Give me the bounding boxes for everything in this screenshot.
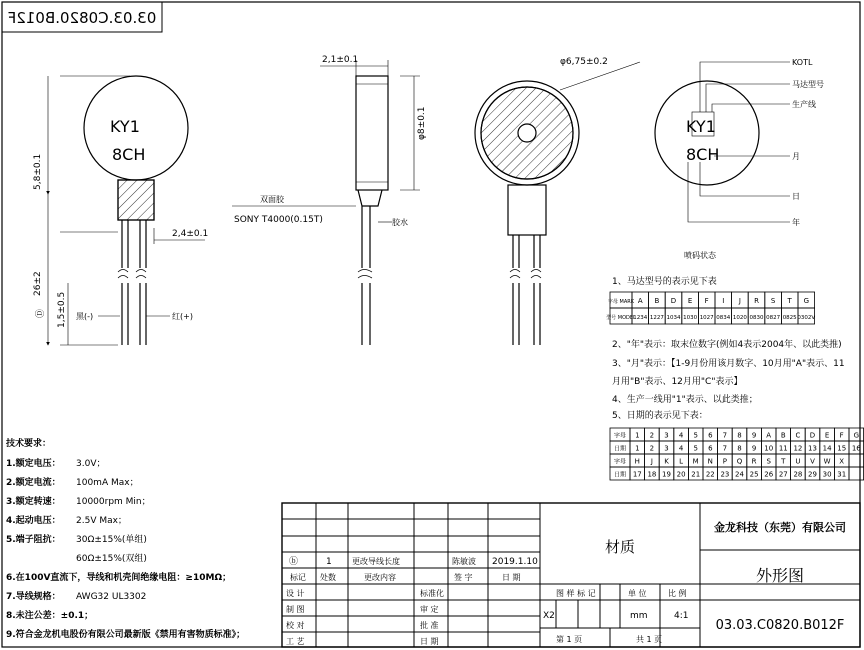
date-cell: 6: [708, 431, 713, 440]
tape-label: 双面胶: [260, 195, 284, 204]
mark-label-3: 月: [792, 152, 800, 161]
date-cell: 13: [808, 444, 817, 453]
date-table: [610, 428, 864, 480]
date-cell: B: [780, 431, 786, 440]
rev-date: 2019.1.10: [492, 557, 538, 567]
tech-requirements: [5, 437, 245, 640]
mark-label-0: KOTL: [792, 58, 813, 67]
date-cell: 7: [722, 431, 728, 440]
date-cell: 17: [632, 470, 642, 479]
tech-l3-value: 10000rpm Min；: [76, 497, 151, 507]
model-letter: T: [787, 297, 792, 305]
date-cell: M: [692, 457, 699, 466]
tech-l2-value: 100mA Max；: [76, 478, 139, 488]
date-cell: G: [853, 431, 860, 440]
date-cell: 24: [735, 470, 744, 479]
date-cell: 29: [808, 470, 817, 479]
tech-l9: 9.符合金龙机电股份有限公司最新版《禁用有害物质标准》；: [6, 630, 246, 640]
model-letter: B: [654, 297, 660, 305]
model-value: 1234: [633, 315, 648, 321]
model-value: 0302V: [797, 315, 816, 321]
model-value: 1227: [649, 315, 664, 321]
date-cell: X: [839, 457, 845, 466]
title-block-text: [286, 520, 846, 646]
date-cell: 23: [720, 470, 730, 479]
dim-diameter: φ8±0.1: [417, 106, 427, 140]
date-cell: 8: [737, 444, 742, 453]
tech-title: 技术要求：: [6, 439, 52, 449]
tb-drawing-name: 外形图: [755, 566, 805, 585]
rev-content: 更改导线长度: [352, 557, 400, 566]
date-cell: 1: [635, 444, 640, 453]
date-cell: C: [795, 431, 801, 440]
date-cell: H: [634, 457, 640, 466]
pos-label: 红(+): [172, 312, 193, 321]
date-cell: 1: [635, 431, 640, 440]
date-cell: 31: [837, 470, 847, 479]
dim-circle: Ⓓ: [36, 308, 46, 318]
mark-label-4: 日: [792, 192, 800, 201]
date-cell: A: [766, 431, 772, 440]
tech-l5-value: 30Ω±15%(单组): [76, 535, 147, 545]
note-1: 1、马达型号的表示见下表: [612, 277, 717, 287]
date-cell: Q: [736, 457, 743, 466]
date-cell: 15: [837, 444, 847, 453]
date-cell: 3: [664, 444, 669, 453]
date-cell: 10: [764, 444, 774, 453]
mirrored-number: 03.03.C0820.B012F: [7, 9, 157, 27]
date-cell: 11: [778, 444, 788, 453]
date-cell: 20: [676, 470, 686, 479]
note-4: 4、生产一线用"1"表示、以此类推；: [612, 395, 758, 405]
rev-qty: 1: [326, 557, 332, 567]
note-3a: 3、"月"表示：【1-9月份用该月数字、10月用"A"表示、11: [612, 359, 845, 369]
tech-l4-value: 2.5V Max；: [76, 516, 127, 526]
tb-review: 审 定: [420, 605, 439, 614]
model-value: 1030: [683, 315, 698, 321]
tb-standard: 标准化: [420, 589, 444, 598]
tb-h-unit: 单 位: [628, 589, 647, 598]
dim-outer: φ6,75±0.2: [560, 57, 608, 67]
date-cell: 12: [793, 444, 803, 453]
model-table: [606, 292, 815, 324]
model-value: 0830: [749, 315, 764, 321]
tech-l5-value2: 60Ω±15%(双组): [76, 554, 147, 564]
date-cell: 16: [851, 444, 861, 453]
marking-line2: 8CH: [686, 145, 720, 164]
tb-date: 日 期: [420, 637, 439, 646]
h-sign: 签 字: [454, 573, 473, 582]
tech-l7-value: AWG32 UL3302: [76, 592, 147, 602]
tb-unit-val: mm: [630, 611, 648, 621]
date-cell: 6: [708, 444, 713, 453]
date-cell: 18: [647, 470, 657, 479]
tb-approve: 批 准: [420, 621, 439, 630]
date-cell: D: [809, 431, 816, 440]
mark-label-2: 生产线: [792, 100, 816, 109]
glue-label: 胶水: [392, 218, 408, 227]
model-letter: I: [722, 297, 725, 305]
tb-material: 材质: [604, 538, 636, 556]
tech-l2-label: 2.额定电流：: [6, 478, 61, 488]
tech-l8: 8.未注公差：±0.1；: [6, 611, 94, 621]
date-cell: E: [824, 431, 830, 440]
tb-h-fig: 图 样 标 记: [556, 589, 596, 598]
date-cell: 21: [691, 470, 701, 479]
dim-height: 5,8±0.1: [33, 153, 43, 190]
date-cell: 日期: [613, 445, 627, 453]
model-letter: A: [637, 297, 643, 305]
rev-person: 陈敏波: [452, 557, 476, 566]
date-cell: 22: [705, 470, 715, 479]
date-cell: 19: [662, 470, 671, 479]
model-head-mark: 字母 MARK: [607, 299, 635, 305]
note-3b: 月用"B"表示、12月用"C"表示】: [612, 377, 743, 387]
dim-wire: 26±2: [33, 271, 43, 296]
front-mark-line1: KY1: [110, 117, 140, 136]
date-cell: 4: [678, 444, 684, 453]
marking-line1: KY1: [686, 117, 716, 136]
date-cell: 字母: [613, 458, 627, 466]
tb-design: 设 计: [286, 589, 305, 598]
mark-label-5: 年: [792, 218, 800, 227]
tb-h-scale: 比 例: [668, 589, 687, 598]
date-cell: P: [722, 457, 728, 466]
tb-fig-val: X2: [543, 611, 555, 621]
date-cell: 27: [778, 470, 788, 479]
mark-label-1: 马达型号: [792, 80, 824, 89]
note-5: 5、日期的表示见下表：: [612, 411, 708, 421]
tb-sheet-total: 共 1 页: [636, 635, 663, 644]
tech-l3-label: 3.额定转速：: [6, 497, 61, 507]
model-value: 0834: [716, 315, 731, 321]
note-2: 2、"年"表示：取末位数字(例如4表示2004年、以此类推): [612, 340, 842, 350]
model-value: 0825: [782, 315, 797, 321]
date-cell: J: [650, 457, 653, 466]
date-cell: 2: [649, 444, 655, 453]
tb-scale-val: 4:1: [674, 611, 689, 621]
model-value: 1034: [666, 315, 681, 321]
tech-l6: 6.在100V直流下，导线和机壳间绝缘电阻：≥10MΩ；: [6, 573, 232, 583]
tb-sheet-cnt: 第 1 页: [556, 635, 583, 644]
model-letter: F: [704, 297, 709, 305]
model-letter: G: [803, 297, 810, 305]
tb-drawing-number: 03.03.C0820.B012F: [715, 618, 845, 633]
tb-check: 校 对: [286, 621, 305, 630]
model-value: 1020: [732, 315, 747, 321]
dim-strip: 1,5±0.5: [57, 291, 67, 328]
h-date: 日 期: [502, 573, 521, 582]
dim-thickness: 2,1±0.1: [322, 55, 359, 65]
date-cell: S: [766, 457, 771, 466]
tb-company: 金龙科技（东莞）有限公司: [714, 521, 846, 534]
date-cell: V: [810, 457, 815, 466]
date-cell: 字母: [613, 432, 627, 440]
tech-l5-label: 5.端子阻抗：: [6, 535, 61, 545]
h-qty: 处数: [320, 573, 336, 582]
date-cell: U: [795, 457, 801, 466]
date-cell: 5: [693, 444, 698, 453]
tech-l1-value: 3.0V；: [76, 459, 106, 469]
date-cell: R: [751, 457, 757, 466]
tech-l4-label: 4.起动电压：: [6, 516, 61, 526]
marking-view: [655, 62, 790, 222]
marking-title: 喷码状态: [684, 251, 716, 260]
tape-spec: SONY T4000(0.15T): [234, 215, 323, 225]
date-cell: W: [823, 457, 831, 466]
mirrored-number-box: [2, 2, 162, 32]
date-cell: 4: [678, 431, 684, 440]
neg-label: 黑(-): [76, 312, 94, 321]
model-value: 0827: [766, 315, 781, 321]
date-cell: L: [679, 457, 684, 466]
date-cell: 日期: [613, 471, 627, 479]
model-letter: R: [754, 297, 759, 305]
date-cell: 26: [764, 470, 774, 479]
date-cell: 25: [749, 470, 759, 479]
front-mark-line2: 8CH: [112, 145, 146, 164]
date-cell: 8: [737, 431, 742, 440]
h-content: 更改内容: [364, 573, 396, 582]
rev-mark: ⓑ: [289, 557, 299, 567]
date-cell: 14: [822, 444, 832, 453]
date-cell: K: [664, 457, 669, 466]
tb-draw: 制 图: [286, 605, 305, 614]
model-letter: J: [738, 297, 741, 305]
date-cell: 7: [722, 444, 728, 453]
date-cell: 28: [793, 470, 803, 479]
model-value: 1027: [699, 315, 714, 321]
date-cell: N: [707, 457, 713, 466]
tb-process: 工 艺: [286, 637, 305, 646]
date-cell: F: [839, 431, 844, 440]
date-cell: 3: [664, 431, 669, 440]
tech-l7-label: 7.导线规格：: [6, 592, 61, 602]
tech-l1-label: 1.额定电压：: [6, 459, 61, 469]
model-letter: D: [670, 297, 677, 305]
date-cell: 5: [693, 431, 698, 440]
date-cell: 9: [751, 444, 757, 453]
date-cell: 30: [822, 470, 832, 479]
h-mark: 标记: [290, 573, 306, 582]
model-head-model: 型号 MODEL: [606, 315, 636, 321]
date-cell: 2: [649, 431, 655, 440]
date-cell: T: [781, 457, 786, 466]
date-cell: 9: [751, 431, 757, 440]
model-letter: E: [687, 297, 693, 305]
model-letter: S: [770, 297, 776, 305]
dim-width: 2,4±0.1: [172, 229, 209, 239]
